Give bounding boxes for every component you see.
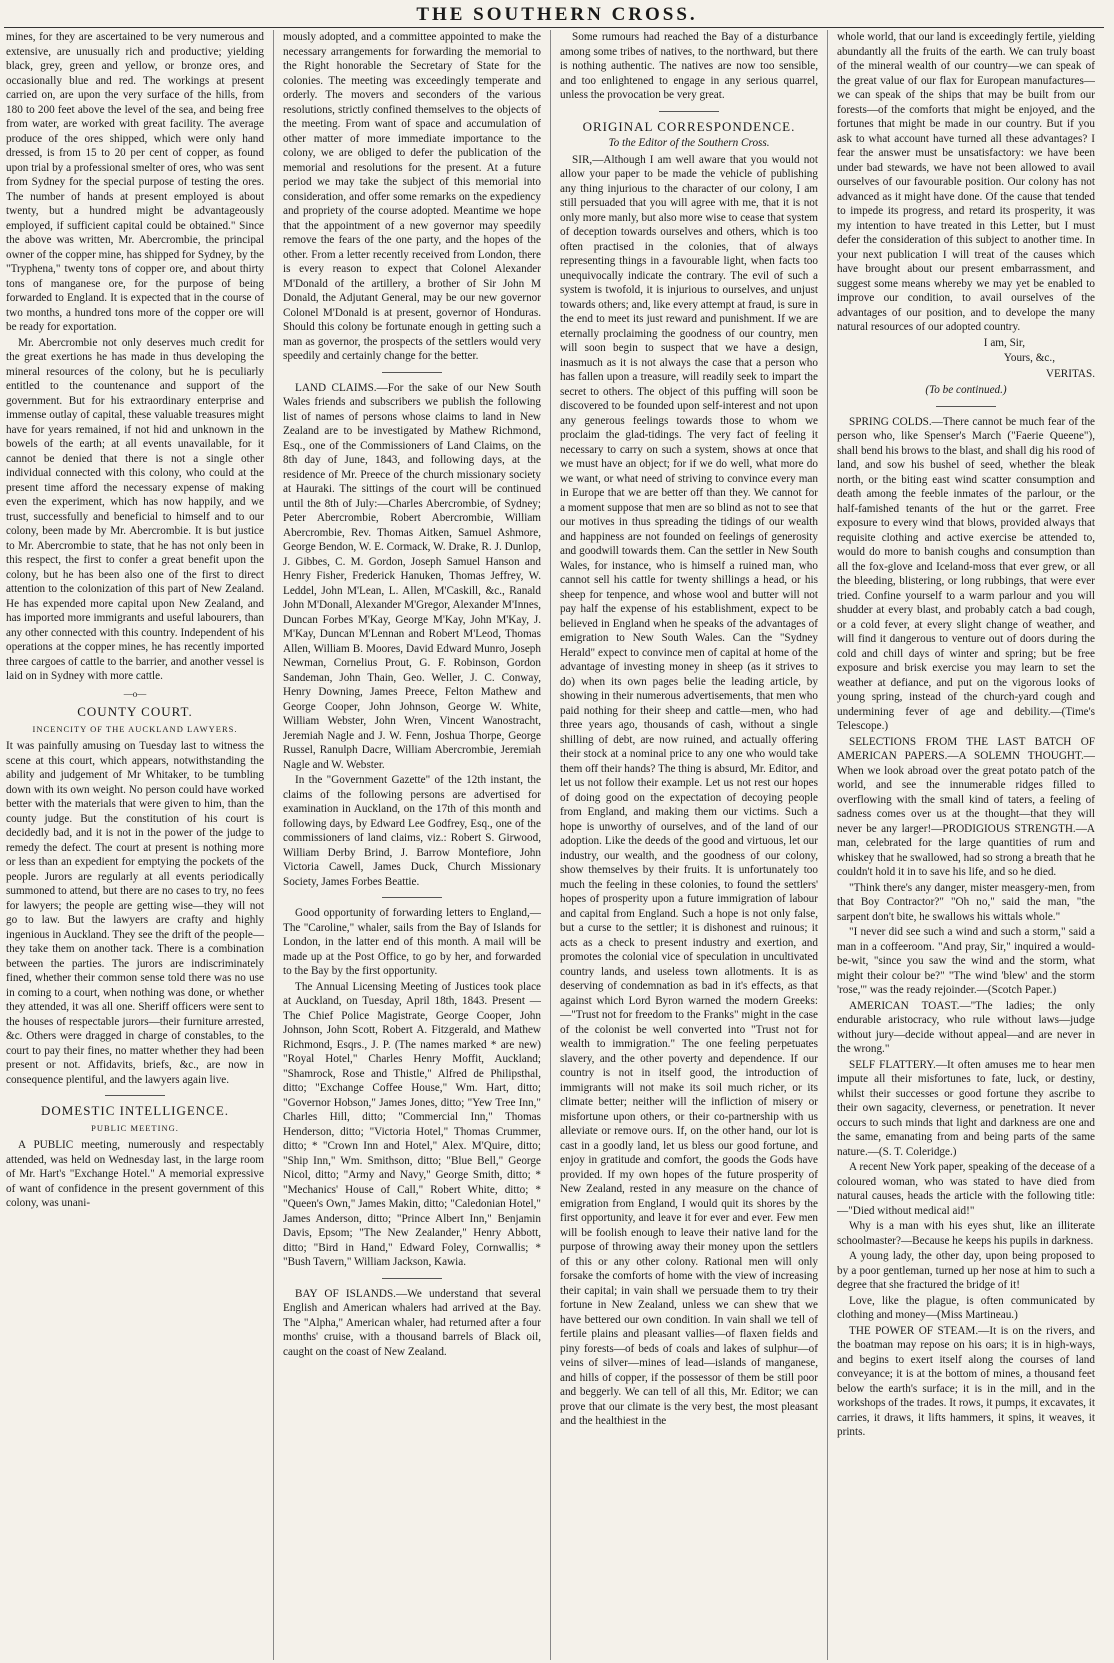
- separator-rule: [105, 1095, 165, 1096]
- letter-signature: VERITAS.: [1045, 367, 1095, 380]
- article-paragraph: In the "Government Gazette" of the 12th instant, the claims of the following persons are advertised for examination in Auckland, on the 17th of this month and following days, by Edward Lee Godfrey, Esq., one of the commissioners of land claims, viz.: Robert S. Girwood, William Derby Brind, J. Barrow Montefiore, John Victoria Cawell, James Duck, Church Missionary Society, James Forbes Beattie.: [283, 774, 541, 888]
- separator-rule: [382, 1278, 442, 1279]
- article-paragraph: A young lady, the other day, upon being proposed to by a poor gentleman, turned up her nose at him to such a degree that she fractured the bridge of it!: [837, 1250, 1095, 1291]
- article-paragraph: It was painfully amusing on Tuesday last to witness the scene at this court, which appears, notwithstanding the ability and judgement of Mr Whitaker, to be tumbling down with its own weight. No person could have worked better with the materials that were given to him, than the county judge. But the constitution of his court is decidedly bad, and it is not in the power of the judge to remedy the defect. The court at present is nothing more or less than an expedient for emptying the pockets of the people. Jurors are regularly at all events periodically summoned to attend, but there are no cases to try, no fees for lawyers; the people are getting wise—they will not go to law. But the lawyers are crafty and highly ingenious in Auckland. They see the drift of the people—they take them on another tack. There is a combination between the parties. The jurors are indiscriminately fined, whether their common sense told there was no use in coming to a court, when nothing was done, or whether they attended, it was all one. Sheriff officers were sent to the houses of respectable jurors—their furniture arrested, &c. Others were dragged in charge of constables, to the court to pay their fines, no matter whether they had been present or not. Affidavits, briefs, &c., are now in consequence plentiful, and the lawyers again live.: [6, 740, 264, 1086]
- column-1: [6, 30, 264, 1660]
- letter-signoff: I am, Sir,: [983, 336, 1025, 349]
- section-heading: COUNTY COURT.: [77, 704, 193, 719]
- article-paragraph: Some rumours had reached the Bay of a disturbance among some tribes of natives, to the northward, but there is nothing authentic. The natives are now too sensible, and too enlightened to engage in any serious quarrel, unless the provocation be very great.: [560, 31, 818, 101]
- article-paragraph: Love, like the plague, is often communicated by clothing and money—(Miss Martineau.): [837, 1294, 1095, 1321]
- column-divider: [273, 30, 274, 1660]
- article-paragraph: SELF FLATTERY.—It often amuses me to hear men impute all their misfortunes to fate, luck, or destiny, whilst their successes or good fortune they ascribe to their own sagacity, cleverness, or penetration. It never occurs to such minds that light and darkness are one and the same, emanating from and being parts of the same nature.—(S. T. Coleridge.): [837, 1058, 1095, 1158]
- newspaper-columns: [6, 30, 1108, 1660]
- separator-rule: [382, 372, 442, 373]
- article-paragraph: SIR,—Although I am well aware that you would not allow your paper to be made the vehicle of publishing any thing injurious to the character of our colony, I am still persuaded that you will agree with me, that it is not only more manly, but also more wise to cease that system of deception towards ourselves and others, which is too often practised in the colonies, that of always representing things in a favourable light, when facts too unequivocally indicate the contrary. The evil of such a system is twofold, it is injurious to ourselves, and unjust towards others; and, like every attempt at fraud, is sure in the end to meet its just reward and punishment. If we are eternally proclaiming the goodness of our country, men will soon begin to suspect that we have a design, inasmuch as it is not always the case that a person who has fallen upon a treasure, will readily seek to impart the secret to others. The object of this puffing will soon be discovered to be founded upon self-interest and not upon any generous feelings towards those to whom we proclaim the glad-tidings. The very fact of feeling it necessary to carry on such a system, shows at once that we must have an object; for if we do well, what more do we want, or what need of striving to convince every man in Europe that we are better off than they. We cannot for a moment suppose that men are so blind as not to see that our motives in thus spreading the tidings of our wealth and happiness are not founded on feelings of generosity and goodwill towards them. Can the settler in New South Wales, for instance, who is himself a ruined man, who cannot sell his cattle for twenty shillings a head, or his sheep for tenpence, and whose wool and butter will not pay half the expense of his establishment, expect to be believed in England when he speaks of the advantages of emigration to New South Wales. Can the "Sydney Herald" expect to convince men of capital at home of the advantage of investing money in sheep (as it strives to do) when its own pages belie the leading article, by showing in their numerous advertisements, that men who paid nothing for their sheep and cattle—men, who had three years ago, thousands of cash, without a single shilling of debt, are now ruined, and actually offering their stock at a nominal price to any one who would take them off their hands? The thing is absurd, Mr. Editor, and let us not follow their example. Let us not rest our hopes of doing good on the expectation of decoying people from England, and making them our victims. Such a hope is unworthy of ourselves, and of the land of our adoption. Like the deeds of the good and virtuous, let our industry, our wealth, and the goodness of our colony, show themselves by their fruits. It is unfortunately too much the feeling in these colonies, to found the settlers' hopes of prosperity upon a future immigration of labour and capital from England. Such a hope is not only false, but a curse to the settler; it is dishonest and ruinous; it acts as a check to present industry and exertion, and promotes the colonial vice of speculation in uncultivated country lands, and useless town allotments. It is as deserving of condemnation as bad in it's effects, as that against which Lord Byron warned the modern Greeks:—"Trust not for freedom to the Franks" might in the case of the colonist be well converted into "Trust not for wealth to immigration." The one feeling perpetuates slavery, and the other poverty and dependence. If our country is not in itself good, the introduction of immigrants will not make its soil much richer, or its climate better; neither will the infliction of misery or misfortune upon others, or their co-partnership with us alleviate or remove ours. If, on the other hand, our lot is cast in a goodly land, let us bless our good fortune, and enjoy in gratitude and comfort, the goods the Gods have provided. If my own hopes of the future prosperity of New Zealand, rested in any measure on the chance of emigration from England, I would quit its shores by the first opportunity, and leave it for ever and ever. Few men will be foolish enough to leave their native land for the purpose of throwing away their money upon the settlers of this or any other colony. Rational men will only forsake the comforts of home with the view of increasing their capital; in vain shall we persuade them to try their fortune in New Zealand, unless we can shew that we have bettered our own condition. In vain shall we tell of fertile plains and pleasant vallies—of flaxen fields and piny forests—of beds of coals and lakes of sulphur—of veins of silver—mines of lead—islands of manganese, and hills of copper, if the possessor of them be still poor and beggerly. We can tell of all this, Mr. Editor; we can prove that our climate is the very best, the most pleasant and the healthiest in the: [560, 153, 818, 1427]
- article-paragraph: SELECTIONS FROM THE LAST BATCH OF AMERICAN PAPERS.—A SOLEMN THOUGHT.—When we look abroad over the great potato patch of the world, and see the innumerable ridges filled to overflowing with the small kind of taters, a feeling of sadness comes over us at the thought—that they will never be any larger!—PRODIGIOUS STRENGTH.—A man, celebrated for the large quantities of rum and whiskey that he swallowed, had so strong a breath that he couldn't hold it in to save his life, and so he died.: [837, 735, 1095, 878]
- column-2: [283, 30, 541, 1660]
- section-subheading: PUBLIC MEETING.: [91, 1122, 179, 1133]
- article-paragraph: mines, for they are ascertained to be very numerous and extensive, are unusually rich and productive; yielding black, grey, green and yellow, or bronze ores, and occasionally blue and red. The workings at present carried on, are upon the very surface of the hills, from 180 to 200 feet above the level of the sea, and being free from water, are worked with great facility. The average produce of the ores shipped, which were only hand dressed, is from 15 to 20 per cent of copper, as found upon trial by a professional smelter of ores, who was sent from Sydney for the special purpose of testing the ores. The number of hands at present employed is about twenty, but a hundred might be advantageously employed, if sufficient capital could be obtained." Since the above was written, Mr. Abercrombie, the principal owner of the copper mine, has shipped for Sydney, by the "Tryphena," twenty tons of copper ore, and about thirty tons of manganese ore, for the purpose of being forwarded to England. It is expected that in the course of two months, a hundred tons more of the copper ore will be ready for exportation.: [6, 31, 264, 333]
- section-heading: ORIGINAL CORRESPONDENCE.: [582, 118, 796, 134]
- separator-rule: [936, 406, 996, 407]
- article-paragraph: LAND CLAIMS.—For the sake of our New South Wales friends and subscribers we publish the following list of names of persons whose claims to land in New Zealand are to be investigated by Mathew Richmond, Esq., one of the Commissioners of Land Claims, on the 8th day of June, 1843, and following days, at the residence of Mr. Preece of the church missionary society at Hauraki. The sittings of the court will be continued until the 8th of July:—Charles Abercrombie, of Sydney; Peter Abercrombie, Robert Abercrombie, William Abercrombie, Rev. Thomas Aitken, Samuel Ashmore, George Bendon, W. E. Cormack, W. Drake, R. J. Dunlop, J. Gibbes, C. M. Gordon, Joseph Samuel Hanson and Henry Fisher, Frederick Hanuken, Thomas Jeffrey, W. Leddel, John M'Lean, L. Allen, M'Caskill, &c., Ranald John M'Donall, Alexander M'Gregor, Alexander M'Innes, Duncan Forbes M'Kay, George M'Kay, John M'Kay, J. M'Kay, Duncan M'Lennan and Robert M'Leod, Thomas Allen, William B. Moores, David Edward Munro, Joseph Newman, Cornelius Prout, G. F. Robinson, Gordon Sandeman, John Thain, Geo. Weller, J. C. Conway, Henry Downing, James Preece, Felton Mathew and George Cooper, John Johnson, George W. White, William Webster, John Wren, Vincent Wanostracht, Jeremiah Nagle and J. W. Fenn, Joshua Thorpe, George Russel, Ranulph Dacre, William Abercrombie, Jeremiah Nagle and W. Webster.: [283, 381, 541, 771]
- article-paragraph: BAY OF ISLANDS.—We understand that several English and American whalers had arrived at the Bay. The "Alpha," American whaler, had returned after a four months' cruise, with a thousand barrels of Black oil, caught on the coast of New Zealand.: [283, 1287, 541, 1358]
- masthead-title: THE SOUTHERN CROSS.: [416, 4, 698, 25]
- column-divider: [550, 30, 551, 1660]
- article-paragraph: Good opportunity of forwarding letters to England,—The "Caroline," whaler, sails from the Bay of Islands for London, in the latter end of this month. A mail will be made up at the Post Office, to go by her, and forwarded to the Bay by the first opportunity.: [283, 907, 541, 977]
- article-paragraph: Mr. Abercrombie not only deserves much credit for the great exertions he has made in thus developing the mineral resources of the colony, but he is peculiarly entitled to the countenance and support of the government. But for his extraordinary enterprise and immense outlay of capital, these valuable treasures might have for years remained, if not hid and unknown in the bowels of the earth; at all events unavailable, for it cannot be denied that there is not a single other individual connected with this colony, who could at the present time afford the necessary expense of making even the experiment, which has now happily, and we trust, successfully and beneficial to himself and to our colony, been made by Mr. Abercrombie. It is but justice to Mr. Abercrombie to state, that he has not only been in this respect, the first to confer a great benefit upon the colony, but he has been also one of the first to direct attention to the colonization of this part of New Zealand. He has expended more capital upon New Zealand, and has imported more immigrants and useful labourers, than any other connected with this country. Independent of his operations at the copper mines, he has recently imported three cargoes of cattle to the barrier, and another vessel is laid on in Sydney with more cattle.: [6, 336, 264, 682]
- article-paragraph: mously adopted, and a committee appointed to make the necessary arrangements for forwarding the memorial to the Right honorable the Secretary of State for the colonies. The meeting was exceedingly temperate and orderly. The movers and seconders of the various resolutions, strictly confined themselves to the objects of the meeting. From want of space and accumulation of other matter of more immediate importance to the colony, we are obliged to defer the publication of the memorial and resolutions for the present. At a future period we may take the subject of this memorial into consideration, and offer some remarks on the expediency and propriety of the course adopted. Meantime we hope that the appointment of a new governor may speedily remove the fears of the one party, and the hopes of the other. From a letter recently received from London, there is every reason to expect that Colonel Alexander M'Donald of the artillery, a brother of Sir John M Donald, the Adjutant General, may be our new governor Colonel M'Donald is at present, governor of Honduras. Should this colony be fortunate enough in getting such a man as governor, the prospects of the settlers would very speedily and certainly change for the better.: [283, 31, 541, 362]
- article-paragraph: "Think there's any danger, mister measgery-men, from that Boy Contractor?" "Oh no," said the man, "the sarpent don't bite, he swallows his wittals whole.": [837, 881, 1095, 923]
- section-mark: —o—: [123, 688, 147, 699]
- article-paragraph: THE POWER OF STEAM.—It is on the rivers, and the boatman may repose on his oars; it is in high-ways, and begins to exert itself along the courses of land conveyance; it is at the bottom of mines, a thousand feet below the earth's surface; it is in the mill, and in the workshops of the trades. It rows, it pumps, it excavates, it carries, it draws, it lifts hammers, it spins, it weaves, it prints.: [837, 1324, 1095, 1438]
- letter-address: To the Editor of the Southern Cross.: [608, 137, 770, 149]
- column-3: [560, 30, 818, 1660]
- separator-rule: [659, 111, 719, 112]
- article-paragraph: Why is a man with his eyes shut, like an illiterate schoolmaster?—Because he keeps his pupils in darkness.: [837, 1220, 1095, 1247]
- masthead-rule: [4, 27, 1104, 28]
- column-4: [837, 30, 1095, 1660]
- article-paragraph: AMERICAN TOAST.—"The ladies; the only endurable aristocracy, who rule without laws—judge without jury—decide without appeal—and are never in the wrong.": [837, 999, 1095, 1055]
- article-paragraph: The Annual Licensing Meeting of Justices took place at Auckland, on Tuesday, April 18th, 1843. Present — The Chief Police Magistrate, George Cooper, John Johnson, John Scott, Robert A. Fitzgerald, and Mathew Richmond, Esqrs., J. P. (The names marked * are new) "Royal Hotel," Charles Henry Moffit, Auckland; "Shamrock, Rose and Thistle," Alfred de Philipsthal, ditto; "Exchange Coffee House," Wm. Hart, ditto; "Governor Hobson," James Jones, ditto; "Yew Tree Inn," Charles Hill, ditto; "Commercial Inn," Thomas Henderson, ditto; "Victoria Hotel," Thomas Crummer, ditto; * "Crown Inn and Hotel," Alex. M'Quire, ditto; "Ship Inn," Wm. Smithson, ditto; "Blue Bell," George Nicol, ditto; "Army and Navy," George Smith, ditto; * "Mechanics' House of Call," Robert White, ditto; * "Queen's Own," James Makin, ditto; "Caledonian Hotel," James Anderson, ditto; "Prince Albert Inn," Benjamin Davis, Epsom; "The New Zealander," Henry Abbott, ditto; "Bird in Hand," Edward Foley, Cornwallis; * "Bush Tavern," William Jackson, Kawia.: [283, 980, 541, 1268]
- separator-rule: [382, 897, 442, 898]
- article-paragraph: "I never did see such a wind and such a storm," said a man in a coffeeroom. "And pray, Sir," inquired a would-be-wit, "since you saw the wind and the storm, what might their colour be?" "The wind 'blew' and the storm 'rose,'" was the ready rejoinder.—(Scotch Paper.): [837, 926, 1095, 996]
- section-subheading: INCENCITY OF THE AUCKLAND LAWYERS.: [32, 723, 238, 734]
- section-heading: DOMESTIC INTELLIGENCE.: [40, 1103, 230, 1118]
- continued-note: (To be continued.): [925, 384, 1007, 396]
- letter-signoff: Yours, &c.,: [1003, 352, 1055, 364]
- article-paragraph: A recent New York paper, speaking of the decease of a coloured woman, who was stated to have died from natural causes, heads the article with the following title:—"Died without medical aid!": [837, 1161, 1095, 1217]
- article-paragraph: A PUBLIC meeting, numerously and respectably attended, was held on Wednesday last, in the large room of Mr. Hart's "Exchange Hotel." A memorial expressive of want of confidence in the present government of this colony, was unani-: [6, 1139, 264, 1209]
- article-paragraph: whole world, that our land is exceedingly fertile, yielding abundantly all the fruits of the earth. We can truly boast of the mineral wealth of our country—we can speak of the great value of our flax for European manufactures—we can speak of the ships that may be built from our forests—of the comforts that might be enjoyed, and the fortunes that might be made in our country. But if you ask to what account have turned all these advantages? I fear the answer must be unsatisfactory: we have been under bad stewards, we have not been allowed to avail ourselves of our favourable position. Our colony has not advanced as it might have done. Of the cause that tended to impede its progress, and retard its prosperity, it was my intention to have treated in this Letter, but I must defer the consideration of this subject to another time. In your next publication I will treat of the causes which have brought about our present embarrassment, and suggest some means whereby we may yet be enabled to improve our condition, to avail ourselves of the advantages of our position, and to develope the many natural resources of our adopted country.: [837, 31, 1095, 333]
- article-paragraph: SPRING COLDS.—There cannot be much fear of the person who, like Spenser's March ("Faerie Queene"), shall bend his brows to the blast, and shall dig his rood of land, and sow his bushel of seed, whether the bleak north, or the biting east wind scatter consumption and death among the feeble inmates of the parlour, or the half-famished tenants of the hut or the garret. Free exposure to every wind that blows, provided always that requisite clothing and active exercise be attended to, would do more to banish coughs and consumption than all the fox-glove and Iceland-moss that ever grew, or all the bleeding, blistering, or long rubbings, that were ever tried. Confine yourself to a warm parlour and you will shudder at every blast, and probably catch a bad cough, or a cold fever, at every slight change of weather, and will find it dangerous to venture out of doors during the cold and chill days of winter and spring; but be free exposure and brisk exercise you may learn to set the weather at defiance, and put on the vigorous looks of young spring, instead of the church-yard cough and undermining fever of age and debility.—(Time's Telescope.): [837, 415, 1095, 732]
- column-divider: [827, 30, 828, 1660]
